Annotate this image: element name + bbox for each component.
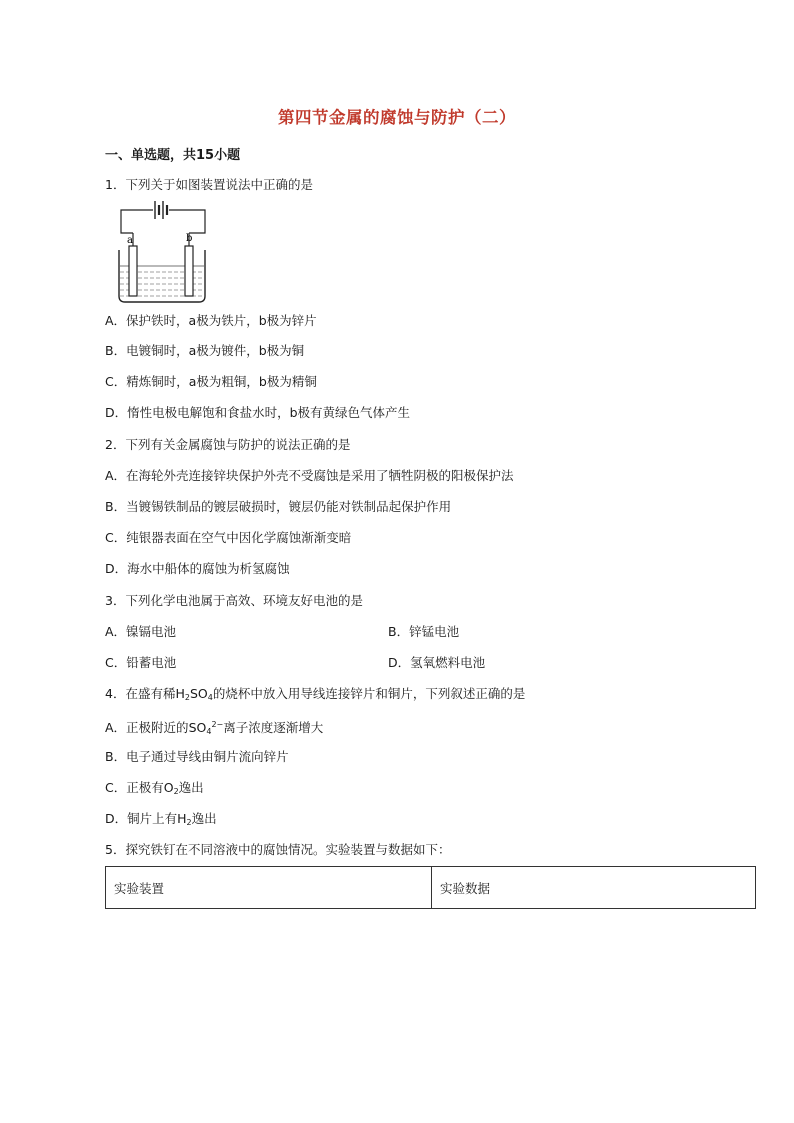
q1-option-a: A．保护铁时，a极为铁片，b极为锌片: [105, 313, 317, 328]
q4-opt-a-sub: 4: [206, 727, 212, 736]
q1-option-d: D．惰性电极电解饱和食盐水时，b极有黄绿色气体产生: [105, 405, 411, 420]
q3-option-d: D．氢氧燃料电池: [388, 655, 486, 670]
q4-opt-a-charge: 2−: [211, 720, 224, 729]
q4-opt-d-h: H: [177, 811, 187, 826]
q4-stem: [105, 686, 525, 706]
q2-option-b: B．当镀锡铁制品的镀层破损时，镀层仍能对铁制品起保护作用: [105, 499, 452, 514]
q4-formula-so-sub: 4: [207, 693, 213, 702]
q4-opt-d-pre: D．铜片上有: [105, 811, 178, 826]
q4-opt-c-o: O: [163, 780, 174, 795]
q1-stem: 1．下列关于如图装置说法中正确的是: [105, 177, 313, 192]
q2-option-d: D．海水中船体的腐蚀为析氢腐蚀: [105, 561, 290, 576]
section-heading: 一、单选题，共15小题: [105, 148, 241, 163]
q1-option-c: C．精炼铜时，a极为粗铜，b极为精铜: [105, 374, 317, 389]
q3-option-a: A．镍镉电池: [105, 624, 177, 639]
electrolysis-apparatus-diagram: [113, 198, 209, 306]
q2-stem: 2．下列有关金属腐蚀与防护的说法正确的是: [105, 437, 351, 452]
q4-opt-c-sub: 2: [173, 787, 179, 796]
q4-option-a: [105, 717, 323, 740]
q4-option-d: [105, 811, 217, 831]
page-title: 第四节金属的腐蚀与防护（二）: [278, 108, 516, 127]
q4-opt-a-so: SO: [188, 720, 207, 735]
q4-opt-d-sub: 2: [186, 818, 192, 827]
electrode-label-b: b: [186, 233, 193, 244]
q4-opt-d-post: 逸出: [191, 811, 217, 826]
q4-opt-c-pre: C．正极有: [105, 780, 164, 795]
q2-option-c: C．纯银器表面在空气中因化学腐蚀渐渐变暗: [105, 530, 352, 545]
q4-opt-a-post: 离子浓度逐渐增大: [223, 720, 324, 735]
q4-option-b: B．电子通过导线由铜片流向锌片: [105, 749, 289, 764]
q3-option-b: B．锌锰电池: [388, 624, 460, 639]
q4-formula-so: SO: [189, 686, 208, 701]
q4-stem-post: 的烧杯中放入用导线连接锌片和铜片，下列叙述正确的是: [212, 686, 526, 701]
table-header-data: 实验数据: [432, 867, 756, 909]
q3-option-c: C．铅蓄电池: [105, 655, 177, 670]
q4-stem-pre: 4．在盛有稀: [105, 686, 176, 701]
q4-formula-h: H: [175, 686, 185, 701]
electrode-label-a: a: [127, 235, 133, 246]
q4-formula-h-sub: 2: [184, 693, 190, 702]
table-row: [106, 867, 756, 909]
electrode-a: [129, 246, 137, 296]
q1-option-b: B．电镀铜时，a极为镀件，b极为铜: [105, 343, 305, 358]
q4-opt-c-post: 逸出: [178, 780, 204, 795]
q4-opt-a-pre: A．正极附近的: [105, 720, 189, 735]
electrode-b: [185, 246, 193, 296]
q2-option-a: A．在海轮外壳连接锌块保护外壳不受腐蚀是采用了牺牲阴极的阳极保护法: [105, 468, 514, 483]
experiment-table: [105, 866, 756, 909]
table-header-apparatus: 实验装置: [106, 867, 432, 909]
q5-stem: 5．探究铁钉在不同溶液中的腐蚀情况。实验装置与数据如下：: [105, 842, 451, 857]
q4-option-c: [105, 780, 204, 800]
q3-stem: 3．下列化学电池属于高效、环境友好电池的是: [105, 593, 363, 608]
